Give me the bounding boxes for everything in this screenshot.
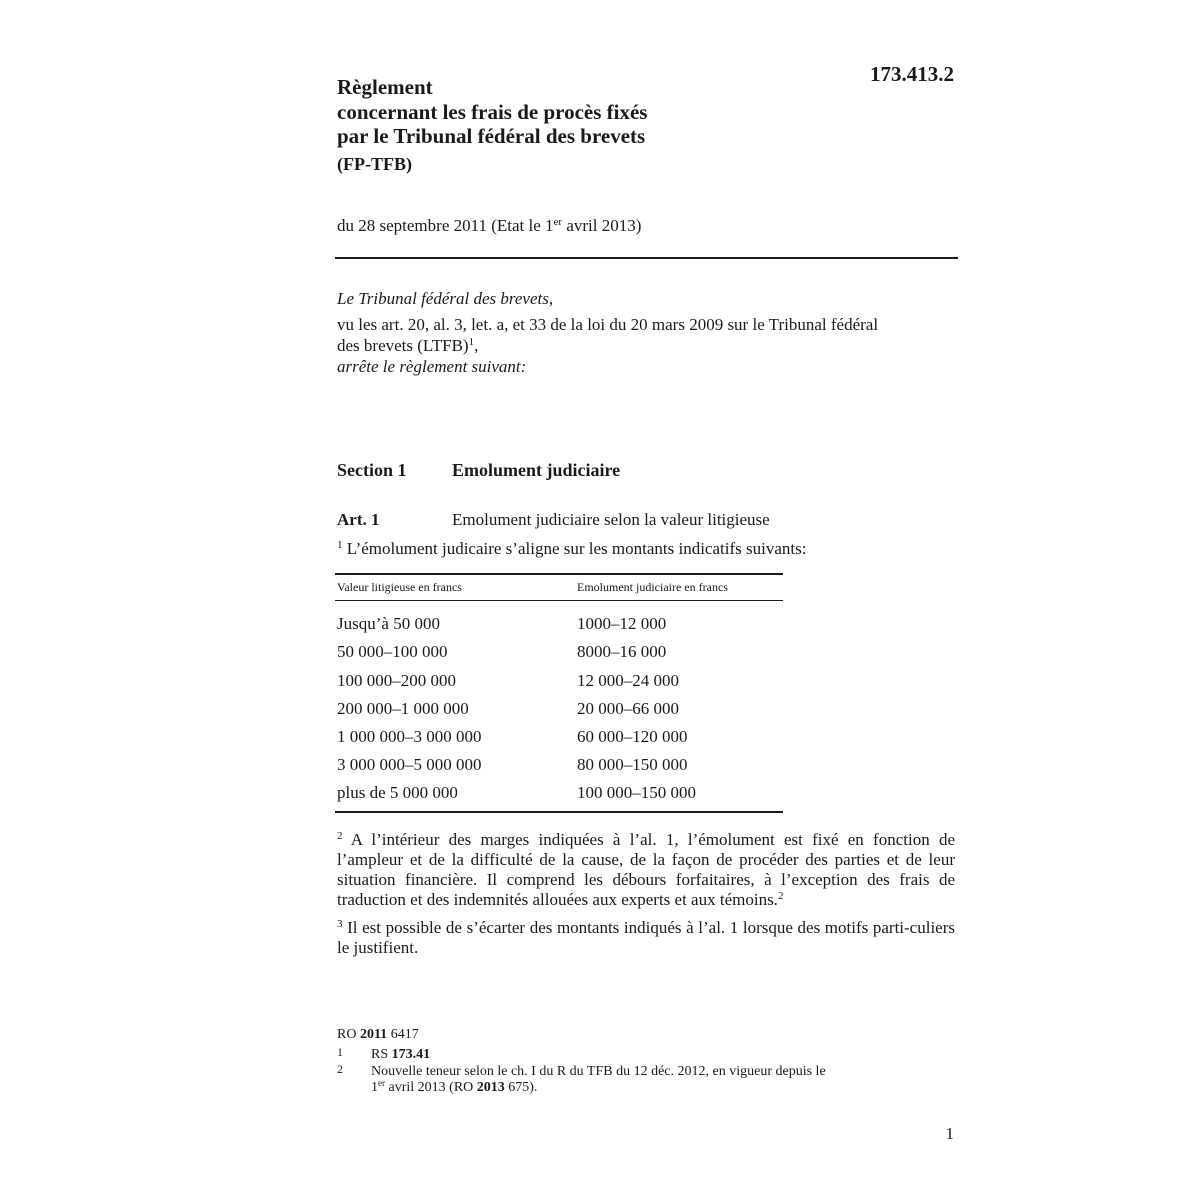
table-header-rule — [335, 600, 783, 601]
footnote-1-number: 1 — [337, 1045, 343, 1059]
table-cell: 20 000–66 000 — [577, 699, 679, 718]
footnote-ref[interactable]: 2 — [777, 890, 784, 902]
preamble — [337, 288, 937, 377]
table-cell: 3 000 000–5 000 000 — [337, 755, 482, 774]
table-top-rule — [335, 573, 783, 575]
table-cell: 12 000–24 000 — [577, 671, 679, 690]
table-cell: plus de 5 000 000 — [337, 783, 458, 802]
document-abbreviation: (FP-TFB) — [337, 154, 412, 174]
table-cell: 1000–12 000 — [577, 614, 667, 633]
article-title: Emolument judiciaire selon la valeur litigieuse — [452, 510, 770, 529]
page-number: 1 — [945, 1124, 954, 1143]
official-collection-ref: RO 2011 6417 — [337, 1027, 419, 1042]
title-line: par le Tribunal fédéral des brevets — [337, 124, 646, 148]
footnote-2-text: Nouvelle teneur selon le ch. I du R du TFB du 12 déc. 2012, en vigueur depuis le 1er avril 2013 (RO 2013 675). — [371, 1064, 826, 1095]
section-label: Section 1 — [337, 460, 407, 480]
preamble-basis: vu les art. 20, al. 3, let. a, et 33 de la loi du 20 mars 2009 sur le Tribunal fédéral des brevets (LTFB)$^1$, — [337, 315, 879, 355]
footnote-2-number: 2 — [337, 1062, 343, 1076]
document-title — [337, 75, 647, 149]
section-title: Emolument judiciaire — [452, 460, 621, 480]
title-line: concernant les frais de procès fixés — [337, 99, 648, 124]
table-cell: 50 000–100 000 — [337, 642, 448, 661]
table-cell: 8000–16 000 — [577, 642, 667, 661]
table-cell: 200 000–1 000 000 — [337, 699, 469, 718]
paragraph-3: $^3$ Il est possible de s’écarter des montants indiqués à l’al. 1 lorsque des motifs parti-culiers le justifient. — [337, 918, 955, 957]
footnote-1-text: RS 173.41 — [371, 1047, 431, 1062]
table-cell: 100 000–150 000 — [577, 783, 696, 802]
table-cell: 100 000–200 000 — [337, 671, 456, 690]
table-bottom-rule — [335, 811, 783, 813]
table-cell: Jusqu’à 50 000 — [337, 614, 440, 633]
article-label: Art. 1 — [337, 510, 380, 529]
header-divider — [335, 257, 958, 259]
preamble-decree: arrête le règlement suivant: — [337, 357, 527, 376]
footnote-ref[interactable]: 1 — [468, 336, 475, 348]
paragraph-2: $^2$ A l’intérieur des marges indiquées à l’al. 1, l’émolument est fixé en fonction de l’ampleur et de la difficulté de la cause, de la façon de procéder des parties et de leur situation financière. Il comprend les débours forfaitaires, à l’exception des frais de traduction et des indemnités allouées aux experts et aux témoins.$^2$ — [337, 830, 955, 909]
table-header-fee: Emolument judiciaire en francs — [577, 580, 728, 594]
title-line: Règlement — [337, 75, 433, 99]
paragraph-1: $^1$ L’émolument judicaire s’aligne sur les montants indicatifs suivants: — [337, 539, 807, 558]
document-date: du 28 septembre 2011 (Etat le 1er avril 2013) — [337, 216, 642, 235]
table-cell: 60 000–120 000 — [577, 727, 688, 746]
table-header-value: Valeur litigieuse en francs — [337, 580, 462, 594]
table-cell: 80 000–150 000 — [577, 755, 688, 774]
preamble-issuer: Le Tribunal fédéral des brevets, — [337, 289, 554, 308]
document-number: 173.413.2 — [870, 62, 954, 86]
table-cell: 1 000 000–3 000 000 — [337, 727, 482, 746]
